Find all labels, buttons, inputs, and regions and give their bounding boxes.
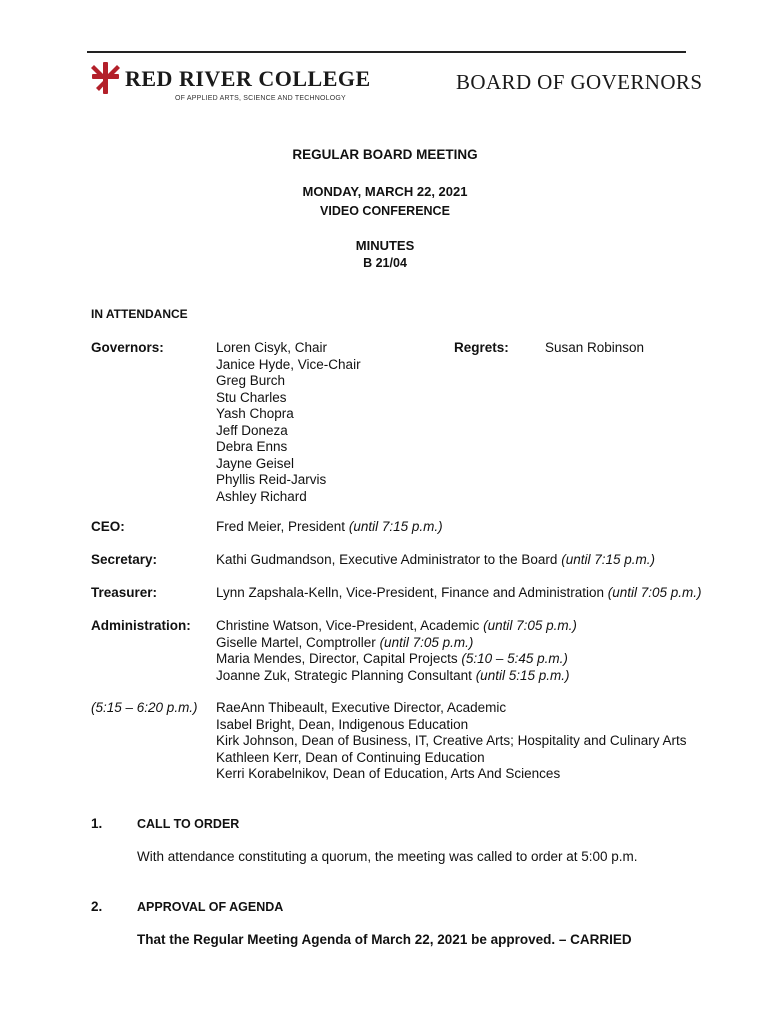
governors-label: Governors: <box>91 340 164 355</box>
secretary-name: Kathi Gudmandson, Executive Administrator to the Board <box>216 552 558 567</box>
meeting-date: MONDAY, MARCH 22, 2021 <box>302 184 468 199</box>
administrator-name: Christine Watson, Vice-President, Academic <box>216 618 480 633</box>
governor-name: Loren Cisyk, Chair <box>216 340 328 355</box>
meeting-format: VIDEO CONFERENCE <box>320 204 450 218</box>
administration-label: Administration: <box>91 618 191 633</box>
ceo-label: CEO: <box>91 519 125 534</box>
governor-name: Stu Charles <box>216 389 287 405</box>
regrets-name: Susan Robinson <box>545 340 645 355</box>
secretary-note: (until 7:15 p.m.) <box>561 552 655 567</box>
administration-entry <box>216 618 577 635</box>
item-title-approval-of-agenda: APPROVAL OF AGENDA <box>137 900 284 914</box>
governor-name: Phyllis Reid-Jarvis <box>216 472 327 487</box>
guests-time-label: (5:15 – 6:20 p.m.) <box>91 700 198 715</box>
administration-entry <box>216 668 577 685</box>
secretary-label: Secretary: <box>91 552 158 567</box>
treasurer-label: Treasurer: <box>91 585 158 600</box>
item-text-call-to-order: With attendance constituting a quorum, the meeting was called to order at 5:00 p.m. <box>137 849 638 864</box>
administrator-note: (until 7:05 p.m.) <box>483 618 577 633</box>
college-name: RED RIVER COLLEGE <box>125 66 371 91</box>
governor-name: Janice Hyde, Vice-Chair <box>216 356 361 372</box>
board-name: BOARD OF GOVERNORS <box>456 70 703 94</box>
governor-name: Jayne Geisel <box>216 455 295 471</box>
attendance-heading: IN ATTENDANCE <box>91 307 188 321</box>
administrator-name: Giselle Martel, Comptroller <box>216 634 376 650</box>
ceo-name: Fred Meier, President <box>216 519 346 534</box>
administration-entry <box>216 635 577 652</box>
guests-list <box>216 700 686 783</box>
governors-list <box>216 340 361 505</box>
administrator-note: (until 5:15 p.m.) <box>475 667 570 683</box>
governor-name: Debra Enns <box>216 439 288 454</box>
college-tagline: OF APPLIED ARTS, SCIENCE AND TECHNOLOGY <box>175 95 346 102</box>
college-logo <box>90 60 371 105</box>
ceo-note: (until 7:15 p.m.) <box>348 519 443 534</box>
header-rule <box>87 51 686 53</box>
motion-approval-of-agenda: That the Regular Meeting Agenda of March 22, 2021 be approved. – CARRIED <box>137 932 632 947</box>
guest-name: RaeAnn Thibeault, Executive Director, Academic <box>216 700 507 715</box>
treasurer-note: (until 7:05 p.m.) <box>607 585 702 600</box>
secretary-entry <box>216 552 655 569</box>
administration-list <box>216 618 577 684</box>
guest-name: Kirk Johnson, Dean of Business, IT, Creative Arts; Hospitality and Culinary Arts <box>216 733 687 748</box>
guest-name: Kathleen Kerr, Dean of Continuing Education <box>216 749 485 765</box>
item-number: 1. <box>91 816 103 831</box>
administrator-note: (until 7:05 p.m.) <box>379 634 474 650</box>
item-number: 2. <box>91 899 103 914</box>
administration-entry <box>216 651 577 668</box>
document-number: B 21/04 <box>363 256 407 270</box>
governor-name: Ashley Richard <box>216 488 307 504</box>
governor-name: Yash Chopra <box>216 406 294 421</box>
administrator-name: Maria Mendes, Director, Capital Projects <box>216 651 458 666</box>
item-title-call-to-order: CALL TO ORDER <box>137 817 240 831</box>
treasurer-name: Lynn Zapshala-Kelln, Vice-President, Finance and Administration <box>216 585 604 600</box>
governor-name: Greg Burch <box>216 373 286 388</box>
meeting-title: REGULAR BOARD MEETING <box>292 147 478 162</box>
administrator-name: Joanne Zuk, Strategic Planning Consultant <box>216 667 472 683</box>
guest-name: Kerri Korabelnikov, Dean of Education, Arts And Sciences <box>216 766 561 781</box>
regrets-label: Regrets: <box>454 340 509 355</box>
ceo-entry <box>216 519 443 536</box>
document-type: MINUTES <box>355 238 415 253</box>
administrator-note: (5:10 – 5:45 p.m.) <box>461 651 568 666</box>
treasurer-entry <box>216 585 702 602</box>
governor-name: Jeff Doneza <box>216 422 288 438</box>
college-emblem-icon <box>90 60 122 96</box>
guest-name: Isabel Bright, Dean, Indigenous Education <box>216 716 469 732</box>
